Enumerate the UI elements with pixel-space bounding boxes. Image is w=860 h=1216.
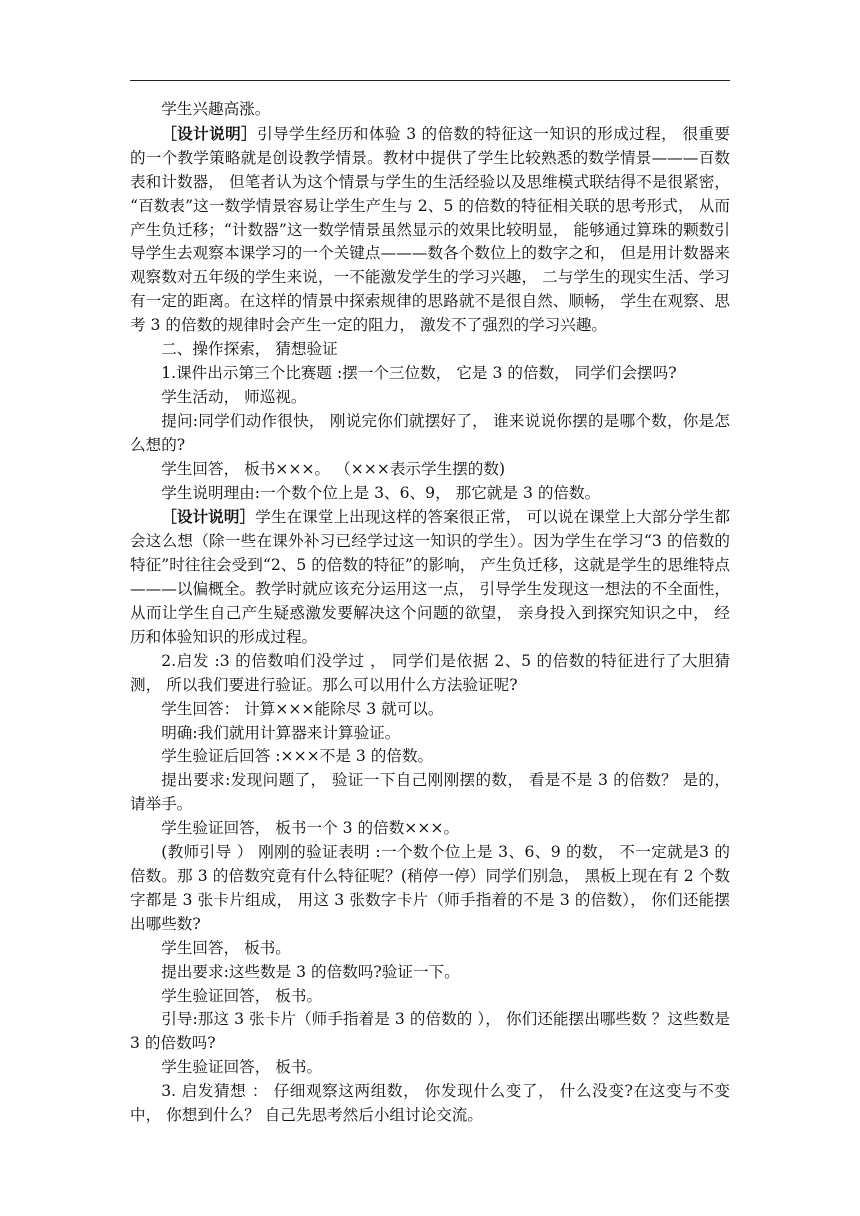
paragraph: 学生验证后回答 :×××不是 3 的倍数。 [161,747,434,766]
document-body [130,98,730,1128]
paragraph: 2.启发 :3 的倍数咱们没学过 ， 同学们是依据 2、5 的倍数的特征进行了大胆猜测， 所以我们要进行验证。那么可以用什么方法验证呢? [130,651,730,694]
paragraph: 学生说明理由:一个数个位上是 3、6、9， 那它就是 3 的倍数。 [161,483,601,502]
paragraph: 引导:那这 3 张卡片（师手指着是 3 的倍数的 ）， 你们还能摆出哪些数 ？这些数是 3 的倍数吗? [130,1010,730,1053]
paragraph: 学生回答， 板书×××。 （×××表示学生摆的数) [161,459,506,478]
paragraph: 学生回答， 板书。 [161,938,291,957]
header-rule [130,80,730,81]
paragraph: 学生活动， 师巡视。 [161,387,307,406]
design-note-paragraph: ［设计说明］学生在课堂上出现这样的答案很正常， 可以说在课堂上大部分学生都会这么想（除一些在课外补习已经学过这一知识的学生）。因为学生在学习“3 的倍数的特征”时往往会受到“2、5 的倍数的特征”的影响， 产生负迁移，这就是学生的思维特点———以偏概全。教学时就应该充分运用这一点， 引导学生发现这一想法的不全面性， 从而让学生自己产生疑惑激发要解决这个问题的欲望， 亲身投入到探究知识之中， 经历和体验知识的形成过程。 [130,507,730,646]
paragraph: 学生验证回答， 板书一个 3 的倍数×××。 [161,819,460,838]
section-heading: 二、操作探索， 猜想验证 [161,340,338,359]
design-note-label: ［设计说明］ [161,507,256,527]
paragraph: (教师引导 ） 刚刚的验证表明 :一个数个位上是 3、6、9 的数， 不一定就是3 的倍数。那 3 的倍数究竟有什么特征呢？(稍停一停）同学们别急， 黑板上现在有 2 个数字都是 3 张卡片组成， 用这 3 张数字卡片（师手指着的不是 3 的倍数）， 你们还能摆出哪些数? [130,843,730,933]
design-note-paragraph: ［设计说明］引导学生经历和体验 3 的倍数的特征这一知识的形成过程， 很重要的一个教学策略就是创设教学情景。教材中提供了学生比较熟悉的数学情景———百数表和计数器， 但笔者认为这个情景与学生的生活经验以及思维模式联结得不是很紧密， “百数表”这一数学情景容易让学生产生与 2、5 的倍数的特征相关联的思考形式， 从而产生负迁移；“计数器”这一数学情景虽然显示的效果比较明显， 能够通过算珠的颗数引导学生去观察本课学习的一个关键点———数各个数位上的数字之和， 但是用计数器来观察数对五年级的学生来说，一不能激发学生的学习兴趣， 二与学生的现实生活、学习有一定的距离。在这样的情景中探索规律的思路就不是很自然、顺畅， 学生在观察、思考 3 的倍数的规律时会产生一定的阻力， 激发不了强烈的学习兴趣。 [130,123,730,335]
paragraph: 明确:我们就用计算器来计算验证。 [161,723,401,742]
paragraph: 学生兴趣高涨。 [161,100,271,118]
paragraph: 1.课件出示第三个比赛题 :摆一个三位数， 它是 3 的倍数， 同学们会摆吗? [161,363,677,382]
design-note-label: ［设计说明］ [161,123,258,143]
paragraph: 学生回答： 计算×××能除尽 3 就可以。 [161,699,444,718]
paragraph: 提出要求:发现问题了， 验证一下自己刚刚摆的数， 看是不是 3 的倍数？ 是的， 请举手。 [130,771,730,814]
paragraph: 提出要求:这些数是 3 的倍数吗?验证一下。 [161,962,460,981]
paragraph: 提问:同学们动作很快， 刚说完你们就摆好了， 谁来说说你摆的是哪个数，你是怎么想的? [130,411,730,454]
paragraph: 学生验证回答， 板书。 [161,1058,323,1077]
paragraph: 3. 启发猜想 ： 仔细观察这两组数， 你发现什么变了， 什么没变?在这变与不变中， 你想到什么？ 自己先思考然后小组讨论交流。 [130,1082,730,1125]
paragraph: 学生验证回答， 板书。 [161,986,323,1005]
